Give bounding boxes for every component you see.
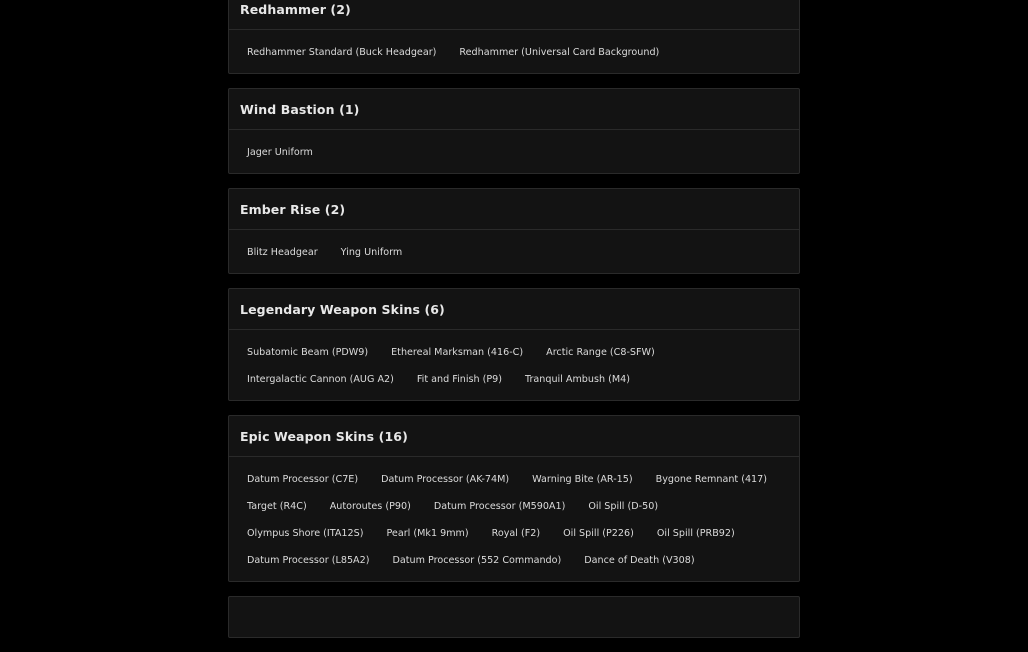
item-link[interactable]: Oil Spill (P226) xyxy=(563,528,634,539)
sections-list xyxy=(228,0,800,652)
section-items xyxy=(229,230,799,273)
item-link[interactable]: Redhammer (Universal Card Background) xyxy=(459,47,660,58)
section-items xyxy=(229,30,799,73)
item-link[interactable]: Datum Processor (552 Commando) xyxy=(392,555,562,566)
item-link[interactable]: Datum Processor (C7E) xyxy=(247,474,359,485)
item-link[interactable]: Datum Processor (AK-74M) xyxy=(381,474,510,485)
item-link[interactable]: Ethereal Marksman (416-C) xyxy=(391,347,524,358)
item-link[interactable]: Royal (F2) xyxy=(491,528,541,539)
item-link[interactable]: Warning Bite (AR-15) xyxy=(532,474,633,485)
section-ember-rise xyxy=(228,188,800,274)
section-legendary-weapon-skins xyxy=(228,288,800,401)
section-items xyxy=(229,457,799,581)
item-link[interactable]: Datum Processor (M590A1) xyxy=(433,501,566,512)
item-link[interactable]: Fit and Finish (P9) xyxy=(416,374,502,385)
item-link[interactable]: Dance of Death (V308) xyxy=(584,555,695,566)
item-link[interactable]: Oil Spill (PRB92) xyxy=(656,528,735,539)
item-link[interactable]: Target (R4C) xyxy=(247,501,307,512)
section-title: Wind Bastion (1) xyxy=(229,89,799,130)
item-link[interactable]: Oil Spill (D-50) xyxy=(588,501,659,512)
item-link[interactable]: Subatomic Beam (PDW9) xyxy=(247,347,369,358)
section-title: Ember Rise (2) xyxy=(229,189,799,230)
item-link[interactable]: Datum Processor (L85A2) xyxy=(247,555,370,566)
item-link[interactable]: Blitz Headgear xyxy=(247,247,318,258)
item-link[interactable]: Autoroutes (P90) xyxy=(329,501,411,512)
section-items xyxy=(229,130,799,173)
item-link[interactable]: Bygone Remnant (417) xyxy=(655,474,768,485)
item-link[interactable]: Redhammer Standard (Buck Headgear) xyxy=(247,47,437,58)
section-title: Redhammer (2) xyxy=(229,0,799,30)
item-link[interactable]: Jager Uniform xyxy=(247,147,313,158)
section-title: Legendary Weapon Skins (6) xyxy=(229,289,799,330)
item-link[interactable]: Olympus Shore (ITA12S) xyxy=(247,528,364,539)
item-link[interactable]: Pearl (Mk1 9mm) xyxy=(386,528,469,539)
item-link[interactable]: Tranquil Ambush (M4) xyxy=(525,374,630,385)
item-link[interactable]: Ying Uniform xyxy=(340,247,403,258)
section-wind-bastion xyxy=(228,88,800,174)
section-next xyxy=(228,596,800,638)
section-epic-weapon-skins xyxy=(228,415,800,582)
item-link[interactable]: Arctic Range (C8-SFW) xyxy=(546,347,655,358)
section-items xyxy=(229,330,799,400)
section-title: Epic Weapon Skins (16) xyxy=(229,416,799,457)
section-redhammer xyxy=(228,0,800,74)
item-link[interactable]: Intergalactic Cannon (AUG A2) xyxy=(247,374,394,385)
